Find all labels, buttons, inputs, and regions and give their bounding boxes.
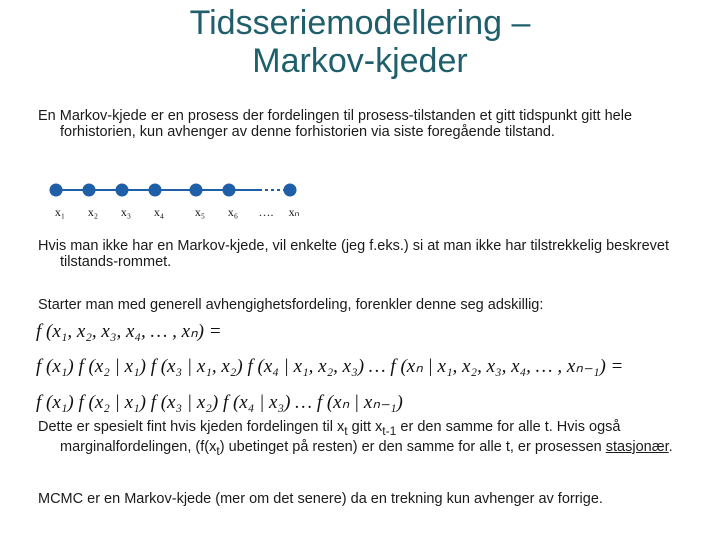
chain-label: x₂ xyxy=(87,205,99,219)
formula-chain-rule: f (x₁) f (x₂ | x₁) f (x₃ | x₁, x₂) f (x₄ | x₁, x₂, x₃) … f (xₙ | x₁, x₂, x₃, x₄, … , xₙ₋₁) = xyxy=(36,356,624,377)
p4-text-e: . xyxy=(668,438,673,455)
chain-node xyxy=(50,184,63,197)
p4-text-d: ) ubetinget på resten) er den samme for alle t, er prosessen xyxy=(219,438,606,455)
chain-label: xₙ xyxy=(288,205,300,219)
p4-text-b: gitt x xyxy=(347,419,383,435)
chain-label: x₆ xyxy=(227,205,239,219)
chain-label: x₃ xyxy=(120,205,132,219)
slide-title xyxy=(0,4,720,80)
chain-node xyxy=(116,184,129,197)
chain-node xyxy=(284,184,297,197)
paragraph-markov-definition: En Markov-kjede er en prosess der fordelingen til prosess-tilstanden et gitt tidspunkt gitt hele forhistorien, kun avhenger av denne forhistorien via siste foregående tilstand. xyxy=(38,108,633,140)
chain-label: …. xyxy=(258,205,274,219)
paragraph-state-space: Hvis man ikke har en Markov-kjede, vil enkelte (jeg f.eks.) si at man ikke har tilstrekkelig beskrevet tilstands-rommet. xyxy=(38,238,669,270)
title-line-2: Markov-kjeder xyxy=(252,42,468,80)
paragraph-mcmc: MCMC er en Markov-kjede (mer om det senere) da en trekning kun avhenger av forrige. xyxy=(38,491,603,507)
chain-node xyxy=(190,184,203,197)
p4-sub-t2: t xyxy=(216,443,220,458)
title-line-1: Tidsseriemodellering – xyxy=(189,4,531,42)
p4-text-c: er den samme for alle t. Hvis også marginalfordelingen, (f(x xyxy=(60,419,621,455)
chain-node xyxy=(149,184,162,197)
chain-node xyxy=(83,184,96,197)
formula-joint: f (x₁, x₂, x₃, x₄, … , xₙ) = xyxy=(36,321,222,342)
paragraph-factorization-intro: Starter man med generell avhengighetsfordeling, forenkler denne seg adskillig: xyxy=(38,297,544,313)
markov-chain-diagram xyxy=(0,178,720,222)
paragraph-stationarity xyxy=(38,419,710,459)
chain-label: x₅ xyxy=(194,205,206,219)
formula-markov: f (x₁) f (x₂ | x₁) f (x₃ | x₂) f (x₄ | x₃) … f (xₙ | xₙ₋₁) xyxy=(36,392,403,413)
chain-label: x₁ xyxy=(54,205,66,219)
chain-node xyxy=(223,184,236,197)
stationary-term: stasjonær xyxy=(605,438,669,455)
p4-sub-t: t xyxy=(344,423,348,438)
chain-label: x₄ xyxy=(153,205,165,219)
p4-sub-t-minus-1: t-1 xyxy=(382,423,397,438)
p4-text-a: Dette er spesielt fint hvis kjeden fordelingen til x xyxy=(38,419,345,435)
